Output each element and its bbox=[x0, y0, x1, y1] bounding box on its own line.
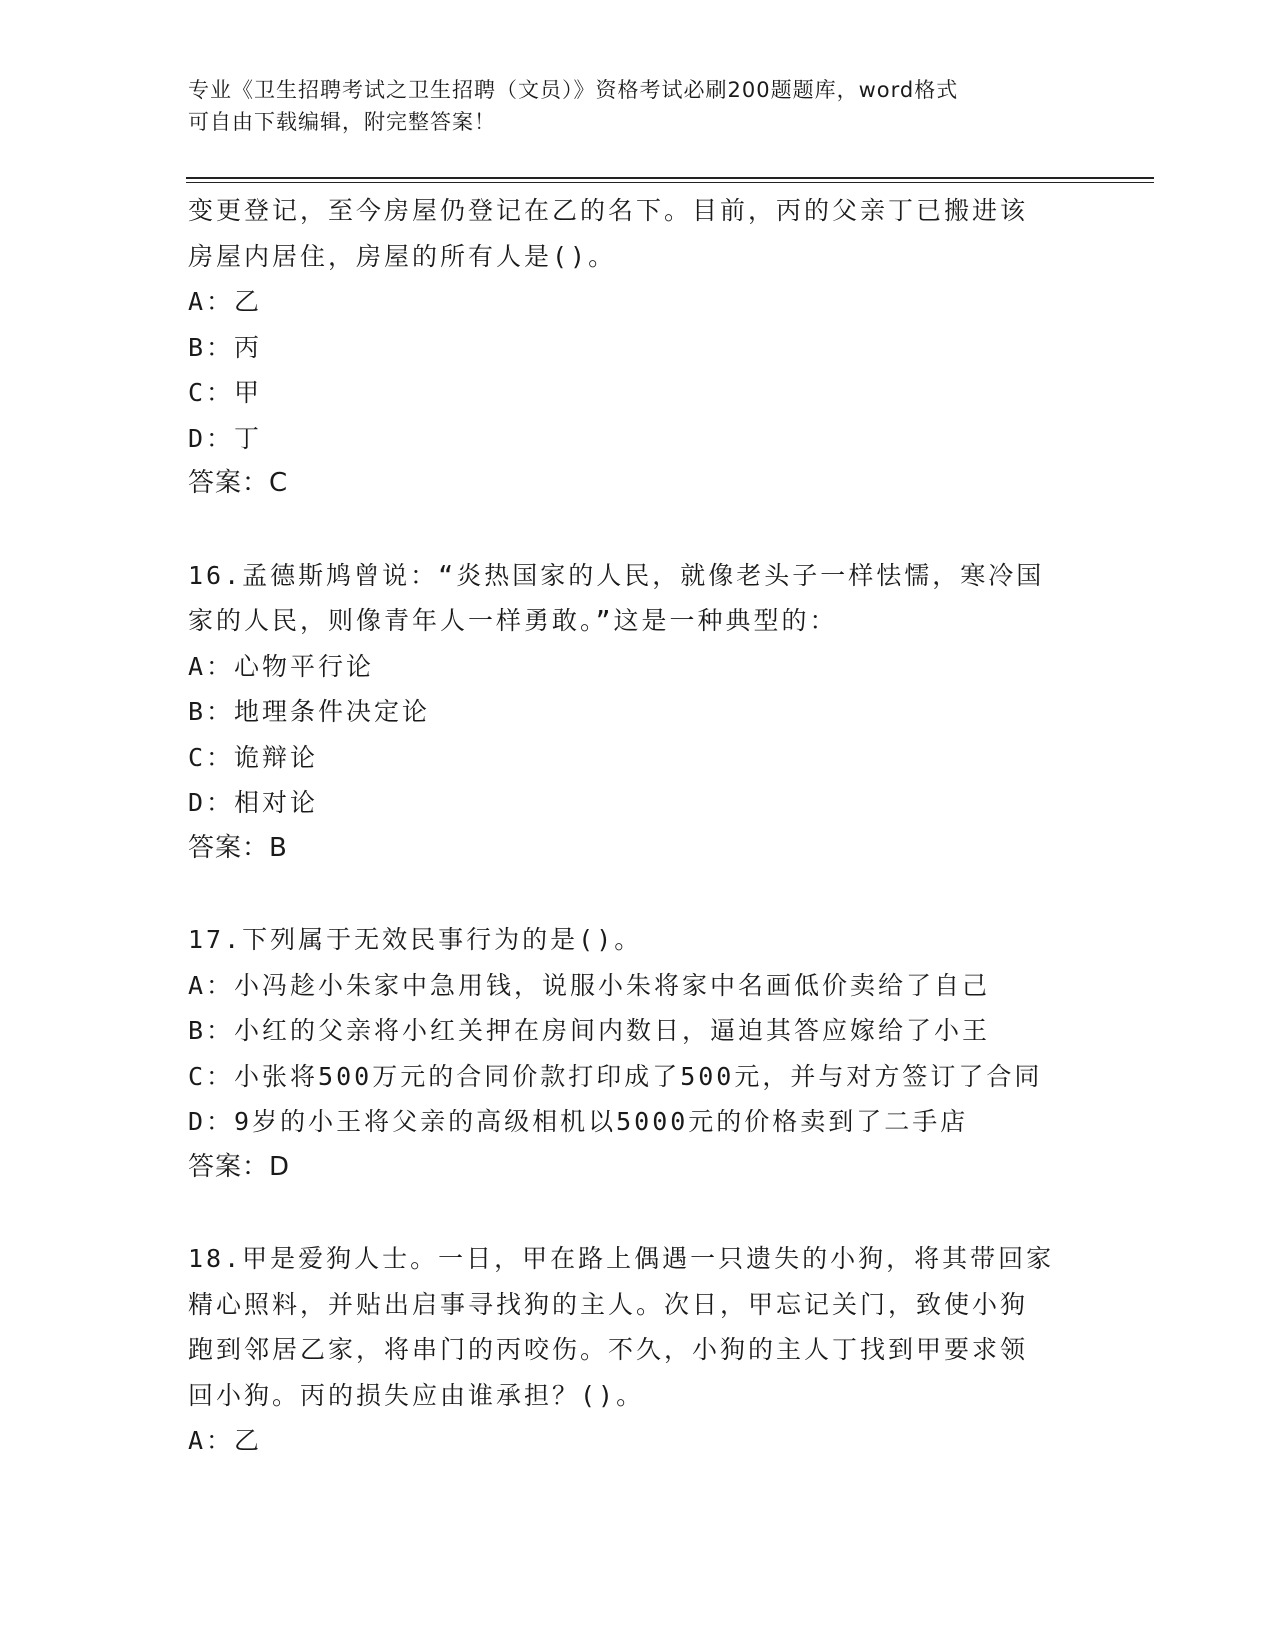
option-c: C：甲 bbox=[188, 378, 263, 407]
option-a: A：乙 bbox=[188, 287, 263, 316]
header-title-line-2: 可自由下载编辑，附完整答案！ bbox=[188, 110, 496, 134]
option-d: D：相对论 bbox=[188, 788, 319, 817]
option-a: A：小冯趁小朱家中急用钱，说服小朱将家中名画低价卖给了自己 bbox=[188, 970, 991, 1000]
question-list bbox=[188, 188, 1088, 1464]
spacer bbox=[188, 507, 1088, 553]
question-16 bbox=[188, 553, 1088, 872]
spacer bbox=[188, 871, 1088, 917]
option-c: C：小张将500万元的合同价款打印成了500元，并与对方签订了合同 bbox=[188, 1061, 1043, 1091]
option-b: B：小红的父亲将小红关押在房间内数日，逼迫其答应嫁给了小王 bbox=[188, 1016, 991, 1045]
question-stem-line: 家的人民，则像青年人一样勇敢。”这是一种典型的： bbox=[188, 606, 838, 635]
question-stem-line: 16.孟德斯鸠曾说：“炎热国家的人民，就像老头子一样怯懦，寒冷国 bbox=[188, 560, 1045, 590]
option-d: D：9岁的小王将父亲的高级相机以5000元的价格卖到了二手店 bbox=[188, 1107, 969, 1136]
question-stem-line: 精心照料，并贴出启事寻找狗的主人。次日，甲忘记关门，致使小狗 bbox=[188, 1289, 1029, 1319]
option-c: C：诡辩论 bbox=[188, 742, 319, 772]
question-15 bbox=[188, 188, 1088, 507]
option-a: A：乙 bbox=[188, 1426, 263, 1455]
question-stem-line: 18.甲是爱狗人士。一日，甲在路上偶遇一只遗失的小狗，将其带回家 bbox=[188, 1244, 1055, 1273]
document-header bbox=[188, 74, 1068, 138]
header-divider-thick bbox=[186, 177, 1154, 179]
option-b: B：地理条件决定论 bbox=[188, 697, 431, 726]
question-stem-line: 房屋内居住，房屋的所有人是()。 bbox=[188, 241, 617, 271]
option-d: D：丁 bbox=[188, 423, 263, 453]
answer-line: 答案：C bbox=[188, 468, 289, 498]
question-stem-line: 17.下列属于无效民事行为的是()。 bbox=[188, 925, 643, 954]
header-divider-thin bbox=[186, 182, 1154, 183]
question-stem-line: 回小狗。丙的损失应由谁承担？()。 bbox=[188, 1380, 645, 1410]
option-b: B：丙 bbox=[188, 332, 263, 362]
question-stem-line: 跑到邻居乙家，将串门的丙咬伤。不久，小狗的主人丁找到甲要求领 bbox=[188, 1335, 1029, 1364]
answer-line: 答案：D bbox=[188, 1151, 291, 1182]
answer-line: 答案：B bbox=[188, 832, 288, 863]
spacer bbox=[188, 1190, 1088, 1236]
question-17 bbox=[188, 917, 1088, 1190]
header-title-line-1: 专业《卫生招聘考试之卫生招聘（文员）》资格考试必刷200题题库，word格式 bbox=[188, 78, 959, 102]
option-a: A：心物平行论 bbox=[188, 651, 375, 681]
question-stem-line: 变更登记，至今房屋仍登记在乙的名下。目前，丙的父亲丁已搬进该 bbox=[188, 196, 1029, 225]
question-18 bbox=[188, 1236, 1088, 1464]
